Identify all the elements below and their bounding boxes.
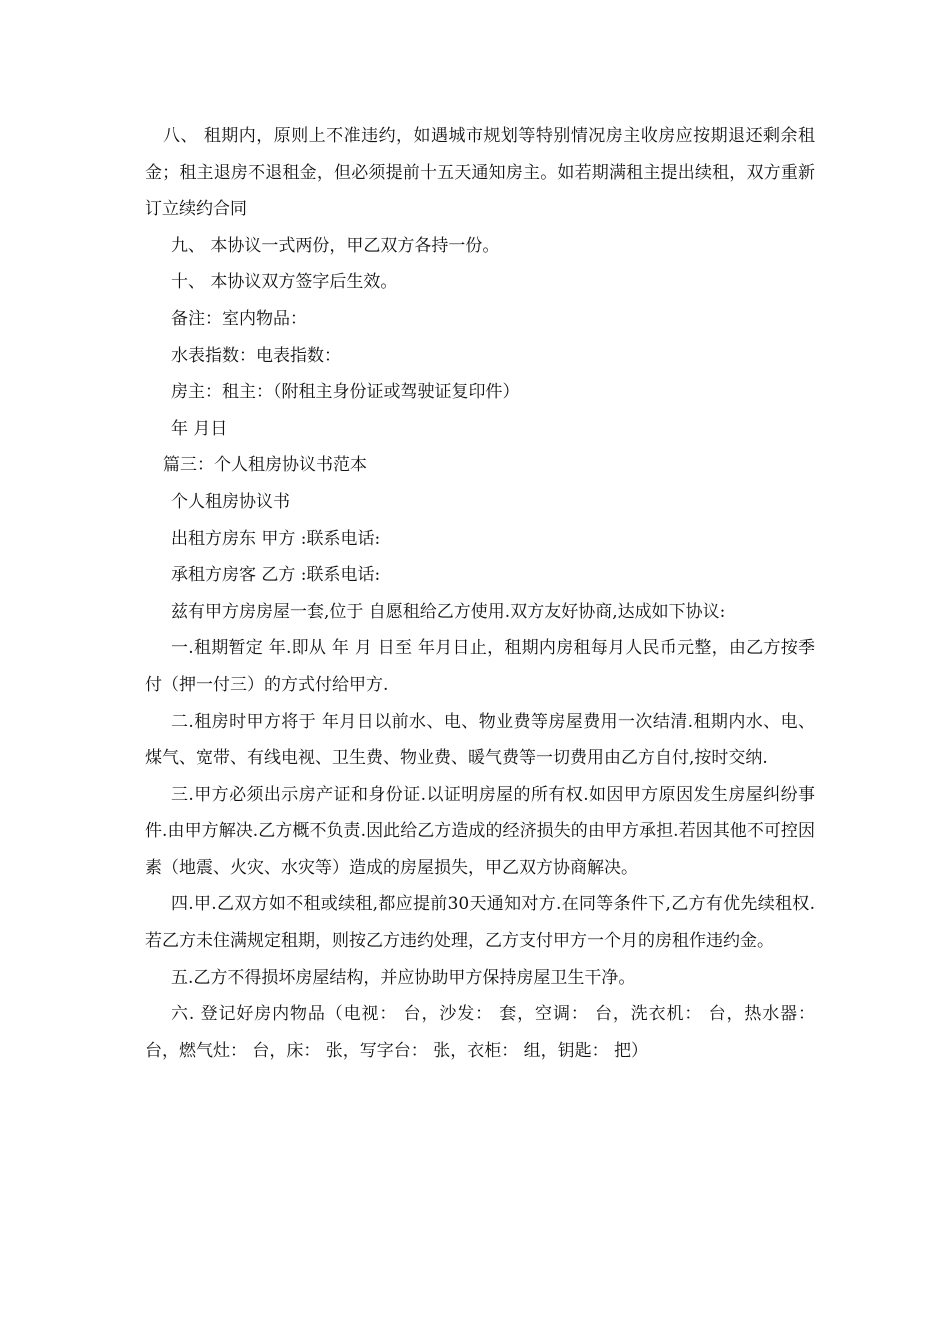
lessee-line: 承租方房客 乙方 :联系电话:: [171, 565, 381, 586]
signatures-line: 房主：租主：（附租主身份证或驾驶证复印件）: [171, 382, 520, 403]
clause-9-paragraph: 九、 本协议一式两份，甲乙双方各持一份。: [171, 235, 500, 256]
term-5-paragraph: 五.乙方不得损坏房屋结构，并应协助甲方保持房屋卫生干净。: [171, 967, 636, 988]
clause-10-paragraph: 十、 本协议双方签字后生效。: [171, 272, 398, 293]
clause-8-paragraph: 八、 租期内，原则上不准违约，如遇城市规划等特别情况房主收房应按期退还剩余租金；租主退房不退租金，但必须提前十五天通知房主。如若期满租主提出续租，双方重新订立续约合同: [145, 126, 815, 220]
section-3-heading: 篇三：个人租房协议书范本: [163, 455, 367, 476]
term-3-paragraph: 三.甲方必须出示房产证和身份证.以证明房屋的所有权.如因甲方原因发生房屋纠纷事件.由甲方解决.乙方概不负责.因此给乙方造成的经济损失的由甲方承担.若因其他不可控因素（地震、火灾、水灾等）造成的房屋损失，甲乙双方协商解决。: [145, 784, 815, 878]
lessor-line: 出租方房东 甲方 :联系电话:: [171, 528, 381, 549]
meter-readings-line: 水表指数：电表指数：: [171, 345, 341, 366]
date-line: 年 月日: [171, 418, 228, 439]
term-6-paragraph: 六. 登记好房内物品（电视： 台，沙发： 套，空调： 台，洗衣机： 台，热水器： 台，燃气灶： 台，床： 张，写字台： 张，衣柜： 组，钥匙： 把）: [145, 1004, 815, 1061]
term-4-paragraph: 四.甲.乙双方如不租或续租,都应提前30天通知对方.在同等条件下,乙方有优先续租权.若乙方未住满规定租期，则按乙方违约处理，乙方支付甲方一个月的房租作违约金。: [145, 894, 815, 952]
term-1-paragraph: 一.租期暂定 年.即从 年 月 日至 年月日止，租期内房租每月人民币元整，由乙方按季付（押一付三）的方式付给甲方.: [145, 638, 815, 695]
remark-line: 备注：室内物品：: [171, 308, 307, 329]
document-page: [145, 118, 815, 1069]
term-2-paragraph: 二.租房时甲方将于 年月日以前水、电、物业费等房屋费用一次结清.租期内水、电、煤气、宽带、有线电视、卫生费、物业费、暖气费等一切费用由乙方自付,按时交纳.: [145, 711, 815, 769]
preamble-paragraph: 兹有甲方房房屋一套,位于 自愿租给乙方使用.双方友好协商,达成如下协议:: [171, 601, 726, 622]
agreement-title: 个人租房协议书: [171, 491, 290, 512]
